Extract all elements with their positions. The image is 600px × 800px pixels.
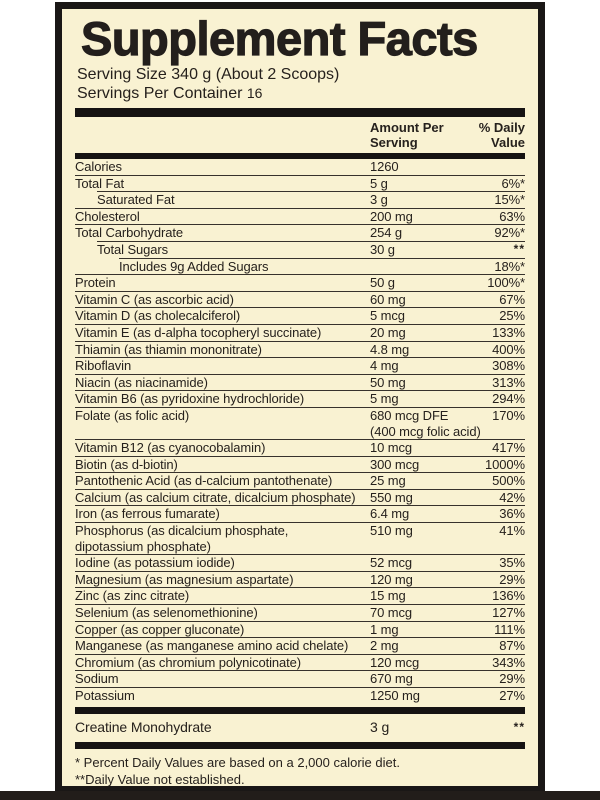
daily-value: 343% <box>492 654 525 670</box>
nutrient-name: Creatine Monohydrate <box>75 718 212 735</box>
amount-value: 6.4 mg <box>370 506 410 522</box>
nutrient-name: Vitamin D (as cholecalciferol) <box>75 308 241 324</box>
servings-per-container-value: 16 <box>246 85 263 101</box>
amount-value: 120 mcg <box>370 654 420 670</box>
daily-value: 15%* <box>494 192 525 208</box>
daily-value: 170% <box>492 407 525 423</box>
table-row <box>75 688 525 704</box>
table-row <box>75 655 525 671</box>
daily-value: 294% <box>492 391 525 407</box>
amount-value: 254 g <box>370 225 403 241</box>
daily-value: 127% <box>492 605 525 621</box>
nutrient-name: Vitamin B6 (as pyridoxine hydrochloride) <box>75 391 305 407</box>
table-row <box>75 308 525 324</box>
amount-value: 50 mg <box>370 374 406 390</box>
table-row <box>75 555 525 571</box>
section-divider-bar <box>75 108 525 117</box>
amount-value: 550 mg <box>370 489 413 505</box>
table-row <box>75 225 525 241</box>
section-divider-bar <box>75 707 525 714</box>
amount-value: 5 g <box>370 175 388 191</box>
panel-title: Supplement Facts <box>81 12 478 65</box>
table-row <box>75 473 525 489</box>
amount-value: 25 mg <box>370 473 406 489</box>
amount-value: 70 mcg <box>370 605 413 621</box>
percent-daily-value-header: % Daily Value <box>478 120 525 150</box>
nutrient-name: Selenium (as selenomethionine) <box>75 605 258 621</box>
nutrient-name: Protein <box>75 275 116 291</box>
nutrient-name: Total Carbohydrate <box>75 225 184 241</box>
table-row <box>75 259 525 275</box>
table-row <box>75 159 525 175</box>
daily-value: 417% <box>492 440 525 456</box>
nutrient-name: Vitamin B12 (as cyanocobalamin) <box>75 440 266 456</box>
amount-value: 3 g <box>370 192 388 208</box>
table-row <box>75 490 525 506</box>
nutrient-name: Sodium <box>75 671 119 687</box>
table-row <box>75 605 525 621</box>
daily-value: 63% <box>499 208 525 224</box>
table-row <box>75 358 525 374</box>
daily-value: 1000% <box>485 456 525 472</box>
nutrient-name: Total Sugars <box>97 241 169 257</box>
nutrient-name: Chromium (as chromium polynicotinate) <box>75 654 302 670</box>
servings-per-container-label: Servings Per Container <box>77 85 243 102</box>
amount-value: 1 mg <box>370 621 399 637</box>
daily-value: 29% <box>499 671 525 687</box>
amount-value: 670 mg <box>370 671 413 687</box>
nutrient-name: Vitamin E (as d-alpha tocopheryl succinate) <box>75 324 322 340</box>
table-row <box>75 572 525 588</box>
daily-value: 42% <box>499 489 525 505</box>
daily-value: 29% <box>499 571 525 587</box>
daily-value: 27% <box>499 688 525 703</box>
nutrient-name: Cholesterol <box>75 208 140 224</box>
table-row <box>75 192 525 208</box>
nutrient-name: Potassium <box>75 688 135 703</box>
nutrient-name: Biotin (as d-biotin) <box>75 456 178 472</box>
table-row <box>75 342 525 358</box>
table-row <box>75 275 525 291</box>
nutrient-name: Phosphorus (as dicalcium phosphate, dipotassium phosphate) <box>75 523 289 554</box>
table-row <box>75 325 525 341</box>
daily-value: 18%* <box>494 258 525 274</box>
nutrient-name: Calcium (as calcium citrate, dicalcium phosphate) <box>75 489 356 505</box>
daily-value: 41% <box>499 523 525 539</box>
daily-value: 313% <box>492 374 525 390</box>
daily-value: 67% <box>499 291 525 307</box>
nutrient-name: Riboflavin <box>75 358 132 374</box>
photo-bottom-edge <box>0 791 600 800</box>
supplement-facts-panel <box>55 2 545 793</box>
table-row <box>75 523 525 554</box>
footnote <box>75 754 525 771</box>
amount-value: 2 mg <box>370 638 399 654</box>
section-divider-bar <box>75 742 525 749</box>
daily-value: 92%* <box>494 225 525 241</box>
table-row <box>75 638 525 654</box>
daily-value <box>465 159 525 175</box>
daily-value: 133% <box>492 324 525 340</box>
table-row <box>75 714 525 740</box>
daily-value: 111% <box>494 621 525 637</box>
footnote-marker: ** <box>75 771 86 787</box>
nutrient-name: Iron (as ferrous fumarate) <box>75 506 220 522</box>
amount-value: 5 mcg <box>370 308 405 324</box>
table-row <box>75 457 525 473</box>
footnote-text: Percent Daily Values are based on a 2,000 calorie diet. <box>80 754 400 770</box>
table-row <box>75 671 525 687</box>
amount-value: 4 mg <box>370 358 399 374</box>
table-row <box>75 506 525 522</box>
daily-value: ** <box>513 719 525 734</box>
daily-value: 36% <box>499 506 525 522</box>
footnote <box>75 771 525 788</box>
amount-value: 1260 <box>370 159 399 174</box>
nutrient-name: Vitamin C (as ascorbic acid) <box>75 291 234 307</box>
daily-value: 500% <box>492 473 525 489</box>
daily-value: 87% <box>499 638 525 654</box>
amount-value: 50 g <box>370 275 395 291</box>
nutrient-name: Saturated Fat <box>97 192 175 208</box>
nutrient-name: Iodine (as potassium iodide) <box>75 555 235 571</box>
nutrient-name: Niacin (as niacinamide) <box>75 374 208 390</box>
footnote-marker: * <box>75 754 81 770</box>
nutrient-name: Thiamin (as thiamin mononitrate) <box>75 341 262 357</box>
amount-value: 300 mcg <box>370 456 420 472</box>
amount-per-serving-header: Amount Per Serving <box>370 120 444 150</box>
table-row <box>75 375 525 391</box>
daily-value: 100%* <box>487 275 525 291</box>
amount-value: 680 mcg DFE (400 mcg folic acid) <box>370 407 481 439</box>
daily-value: 400% <box>492 341 525 357</box>
table-row <box>75 622 525 638</box>
facts-rows <box>75 159 525 704</box>
footnotes <box>75 754 525 788</box>
nutrient-name: Manganese (as manganese amino acid chelate) <box>75 638 349 654</box>
nutrient-name: Folate (as folic acid) <box>75 407 190 423</box>
serving-size-text: Serving Size 340 g (About 2 Scoops) <box>77 66 340 83</box>
table-row <box>75 408 525 439</box>
table-row <box>75 209 525 225</box>
amount-value: 30 g <box>370 241 395 257</box>
amount-value: 4.8 mg <box>370 341 410 357</box>
daily-value: ** <box>513 241 525 256</box>
amount-value: 20 mg <box>370 324 406 340</box>
amount-value: 10 mcg <box>370 440 413 456</box>
table-row <box>75 391 525 407</box>
amount-value: 200 mg <box>370 208 413 224</box>
amount-value: 52 mcg <box>370 555 413 571</box>
table-row <box>75 242 525 258</box>
amount-value: 1250 mg <box>370 688 420 703</box>
daily-value: 25% <box>499 308 525 324</box>
amount-value: 3 g <box>370 718 390 735</box>
nutrient-name: Total Fat <box>75 175 124 191</box>
nutrient-name: Zinc (as zinc citrate) <box>75 588 190 604</box>
table-row <box>75 440 525 456</box>
daily-value: 35% <box>499 555 525 571</box>
daily-value: 136% <box>492 588 525 604</box>
table-row <box>75 588 525 604</box>
nutrient-name: Magnesium (as magnesium aspartate) <box>75 571 294 587</box>
daily-value: 308% <box>492 358 525 374</box>
extra-rows <box>75 714 525 740</box>
amount-value: 510 mg <box>370 523 413 539</box>
table-row <box>75 176 525 192</box>
amount-value: 15 mg <box>370 588 406 604</box>
amount-value: 120 mg <box>370 571 413 587</box>
column-headers <box>75 120 525 153</box>
amount-value <box>370 259 465 275</box>
amount-value: 5 mg <box>370 391 399 407</box>
column-header-spacer <box>75 120 370 150</box>
amount-value: 60 mg <box>370 291 406 307</box>
footnote-text: Daily Value not established. <box>85 771 245 787</box>
table-row <box>75 292 525 308</box>
servings-per-container <box>77 84 525 103</box>
nutrient-name: Includes 9g Added Sugars <box>119 258 269 274</box>
nutrient-name: Copper (as copper gluconate) <box>75 621 245 637</box>
nutrient-name: Calories <box>75 159 122 174</box>
daily-value: 6%* <box>501 175 525 191</box>
nutrient-name: Pantothenic Acid (as d-calcium pantothenate) <box>75 473 333 489</box>
